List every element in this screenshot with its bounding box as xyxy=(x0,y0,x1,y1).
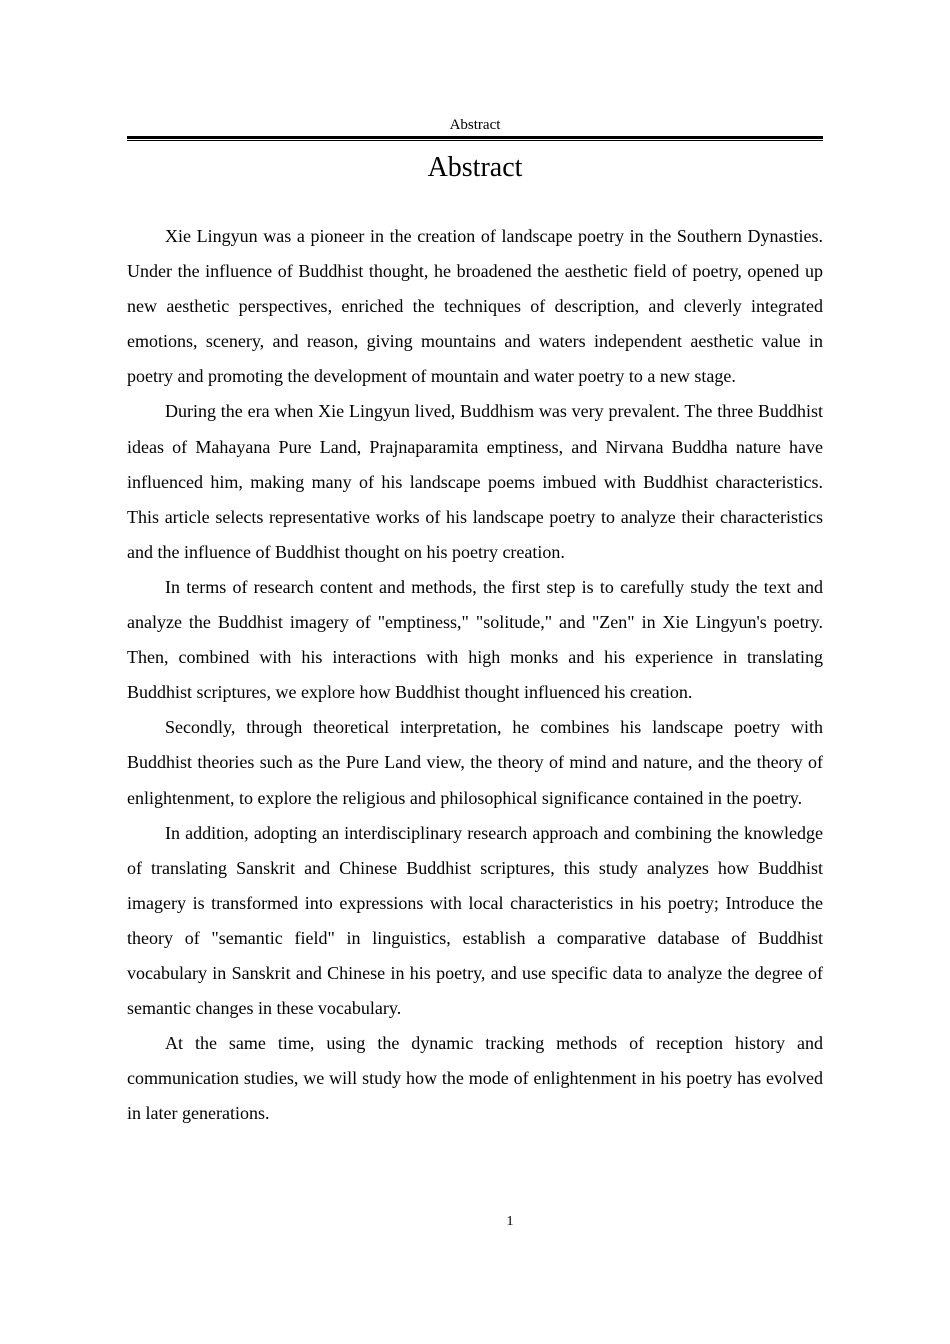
header-rule xyxy=(127,136,823,142)
header-rule-thick xyxy=(127,136,823,139)
page-number: 1 xyxy=(506,1214,514,1229)
abstract-paragraph: Xie Lingyun was a pioneer in the creation of landscape poetry in the Southern Dynasties. Under the influence of Buddhist thought, he broadened the aesthetic field of poetry, opened up new aesthetic perspectives, enriched the techniques of description, and cleverly integrated emotions, scenery, and reason, giving mountains and waters independent aesthetic value in poetry and promoting the development of mountain and water poetry to a new stage. xyxy=(127,226,823,387)
abstract-paragraph: In terms of research content and methods, the first step is to carefully study the text and analyze the Buddhist imagery of "emptiness," "solitude," and "Zen" in Xie Lingyun's poetry. Then, combined with his interactions with high monks and his experience in translating Buddhist scriptures, we explore how Buddhist thought influenced his creation. xyxy=(127,576,823,703)
abstract-paragraph: At the same time, using the dynamic tracking methods of reception history and communication studies, we will study how the mode of enlightenment in his poetry has evolved in later generations. xyxy=(127,1033,823,1124)
running-header: Abstract xyxy=(449,117,501,133)
header-rule-thin xyxy=(127,140,823,141)
page-title: Abstract xyxy=(427,152,523,183)
abstract-paragraph: Secondly, through theoretical interpretation, he combines his landscape poetry with Buddhist theories such as the Pure Land view, the theory of mind and nature, and the theory of enlightenment, to explore the religious and philosophical significance contained in the poetry. xyxy=(127,717,823,808)
abstract-paragraph: In addition, adopting an interdisciplinary research approach and combining the knowledge of translating Sanskrit and Chinese Buddhist scriptures, this study analyzes how Buddhist imagery is transformed into expressions with local characteristics in his poetry; Introduce the theory of "semantic field" in linguistics, establish a comparative database of Buddhist vocabulary in Sanskrit and Chinese in his poetry, and use specific data to analyze the degree of semantic changes in these vocabulary. xyxy=(127,822,823,1019)
abstract-body xyxy=(127,219,823,1131)
abstract-paragraph: During the era when Xie Lingyun lived, Buddhism was very prevalent. The three Buddhist ideas of Mahayana Pure Land, Prajnaparamita emptiness, and Nirvana Buddha nature have influenced him, making many of his landscape poems imbued with Buddhist characteristics. This article selects representative works of his landscape poetry to analyze their characteristics and the influence of Buddhist thought on his poetry creation. xyxy=(127,401,823,562)
